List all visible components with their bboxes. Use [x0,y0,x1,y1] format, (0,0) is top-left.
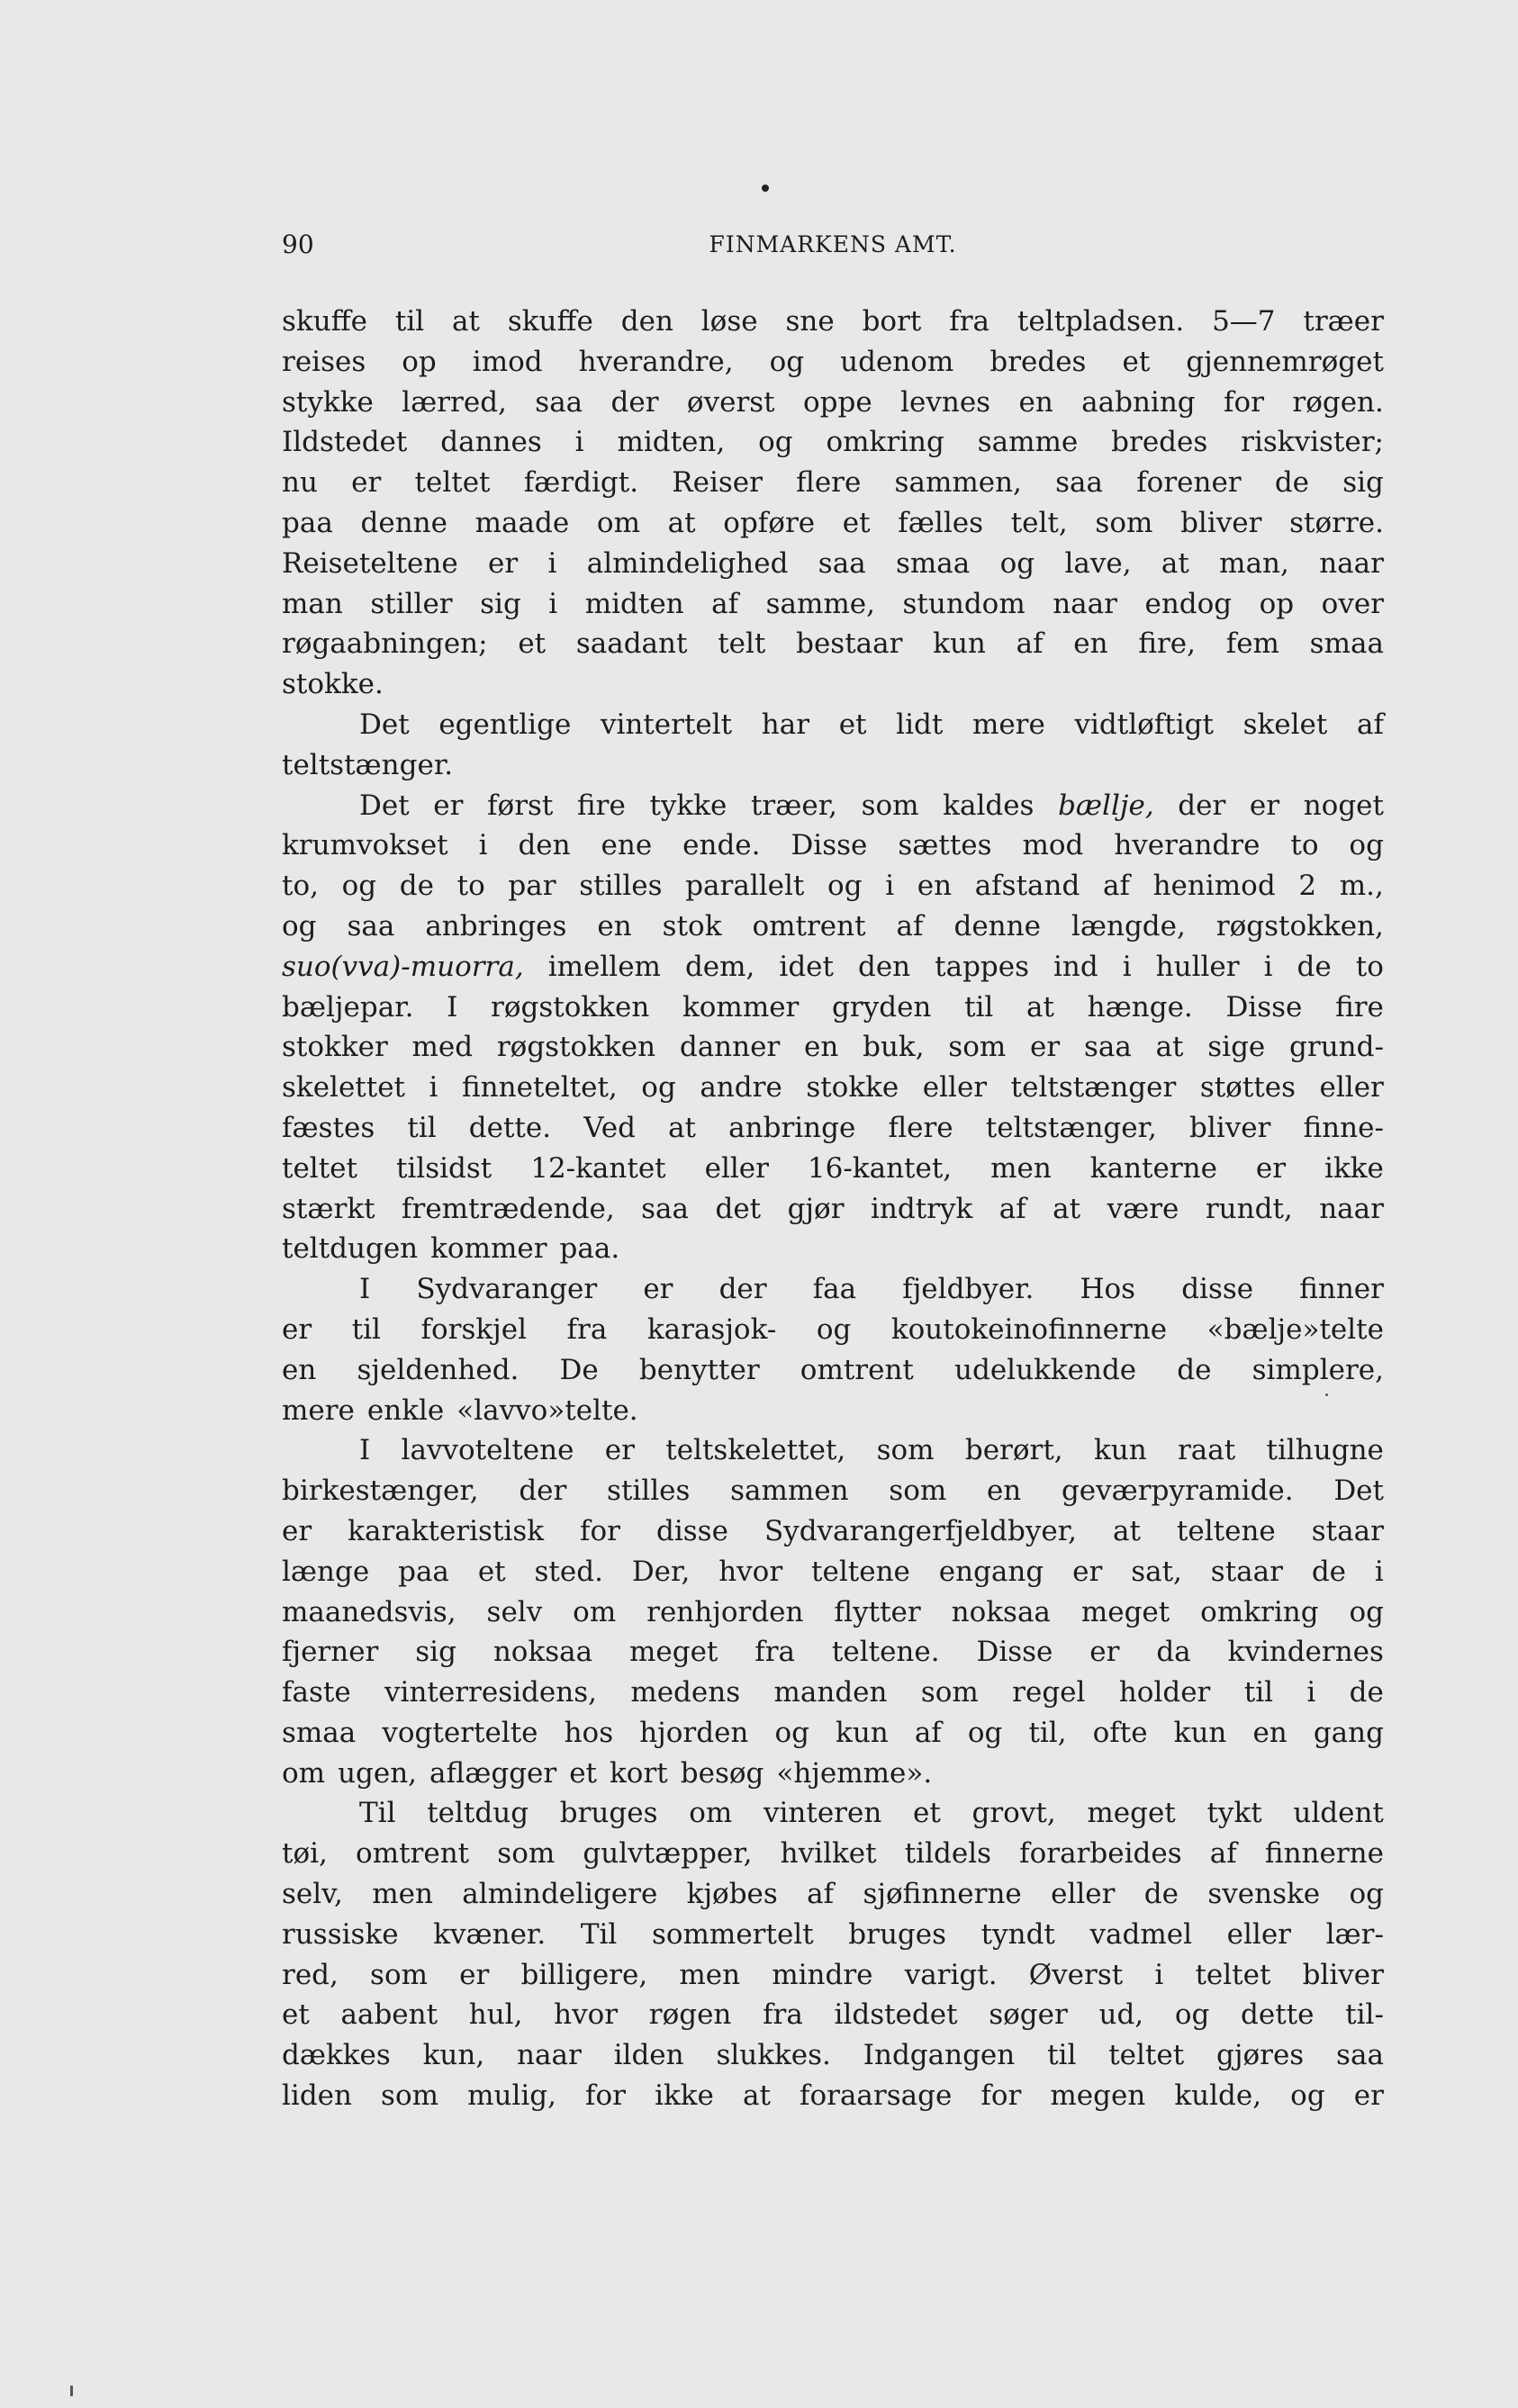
text-line: stærkt fremtrædende, saa det gjør indtryk af at være rundt, naar [282,1192,1384,1225]
text-line: stykke lærred, saa der øverst oppe levnes en aabning for røgen. [282,385,1384,419]
page-header [282,227,1384,263]
text-line: røgaabningen; et saadant telt bestaar kun af en fire, fem smaa [282,627,1384,661]
text-line: Det er først fire tykke træer, som kaldes bællje, der er noget [359,789,1384,822]
text-line: I lavvoteltene er teltskelettet, som berørt, kun raat tilhugne [359,1434,1384,1467]
text-line: russiske kvæner. Til sommertelt bruges tyndt vadmel eller lær- [282,1917,1384,1951]
text-line: Det egentlige vintertelt har et lidt mere vidtløftigt skelet af [359,708,1384,741]
text-line: nu er teltet færdigt. Reiser flere sammen, saa forener de sig [282,466,1384,500]
text-line: birkestænger, der stilles sammen som en geværpyramide. Det [282,1475,1384,1508]
text-line: stokker med røgstokken danner en buk, som er saa at sige grund- [282,1031,1384,1064]
text-line: bæljepar. I røgstokken kommer gryden til at hænge. Disse fire [282,990,1384,1024]
text-line: I Sydvaranger er der faa fjeldbyer. Hos disse finner [359,1273,1384,1306]
margin-speck [1325,1393,1328,1396]
text-line: paa denne maade om at opføre et fælles telt, som bliver større. [282,506,1384,539]
text-line: suo(vva)-muorra, imellem dem, idet den tappes ind i huller i de to [282,950,1384,983]
text-line: krumvokset i den ene ende. Disse sættes mod hverandre to og [282,829,1384,862]
text-line: man stiller sig i midten af samme, stundom naar endog op over [282,587,1384,620]
text-line: en sjeldenhed. De benytter omtrent udelukkende de simplere, [282,1353,1384,1386]
text-line: reises op imod hverandre, og udenom bredes et gjennemrøget [282,345,1384,378]
margin-speck [70,2385,73,2396]
text-line: mere enkle «lavvo»telte. [282,1393,638,1427]
text-line: teltdugen kommer paa. [282,1232,620,1266]
text-line: skelettet i finneteltet, og andre stokke eller teltstænger støttes eller [282,1071,1384,1105]
text-line: og saa anbringes en stok omtrent af denne længde, røgstokken, [282,909,1384,942]
page-number: 90 [282,230,314,259]
text-line: smaa vogtertelte hos hjorden og kun af og til, ofte kun en gang [282,1716,1384,1749]
text-line: maanedsvis, selv om renhjorden flytter noksaa meget omkring og [282,1595,1384,1628]
text-line: fæstes til dette. Ved at anbringe flere teltstænger, bliver finne- [282,1111,1384,1144]
text-line: om ugen, aflægger et kort besøg «hjemme». [282,1756,933,1790]
text-line: fjerner sig noksaa meget fra teltene. Disse er da kvindernes [282,1636,1384,1669]
text-line: stokke. [282,668,384,701]
text-line: Ildstedet dannes i midten, og omkring samme bredes riskvister; [282,426,1384,459]
text-line: teltet tilsidst 12-kantet eller 16-kantet, men kanterne er ikke [282,1151,1384,1185]
text-line: faste vinterresidens, medens manden som regel holder til i de [282,1676,1384,1709]
text-line: to, og de to par stilles parallelt og i en afstand af henimod 2 m., [282,870,1384,903]
text-line: red, som er billigere, men mindre varigt. Øverst i teltet bliver [282,1958,1384,1991]
text-line: et aabent hul, hvor røgen fra ildstedet søger ud, og dette til- [282,1998,1384,2032]
text-line: skuffe til at skuffe den løse sne bort fra teltpladsen. 5—7 træer [282,305,1384,338]
text-line: er karakteristisk for disse Sydvarangerfjeldbyer, at teltene staar [282,1514,1384,1547]
text-line: tøi, omtrent som gulvtæpper, hvilket tildels forarbeides af finnerne [282,1837,1384,1871]
text-line: teltstænger. [282,748,454,781]
text-line: Reiseteltene er i almindelighed saa smaa og lave, at man, naar [282,546,1384,580]
text-line: Til teltdug bruges om vinteren et grovt, meget tykt uldent [359,1797,1384,1830]
text-line: længe paa et sted. Der, hvor teltene engang er sat, staar de i [282,1555,1384,1588]
text-line: dækkes kun, naar ilden slukkes. Indgangen til teltet gjøres saa [282,2039,1384,2072]
text-line: selv, men almindeligere kjøbes af sjøfinnerne eller de svenske og [282,1878,1384,1911]
body-text [282,302,1384,2116]
running-title: FINMARKENS AMT. [709,231,957,257]
text-line: liden som mulig, for ikke at foraarsage for megen kulde, og er [282,2079,1384,2113]
ink-dot [762,185,769,192]
text-line: er til forskjel fra karasjok- og koutokeinofinnerne «bælje»telte [282,1312,1384,1346]
